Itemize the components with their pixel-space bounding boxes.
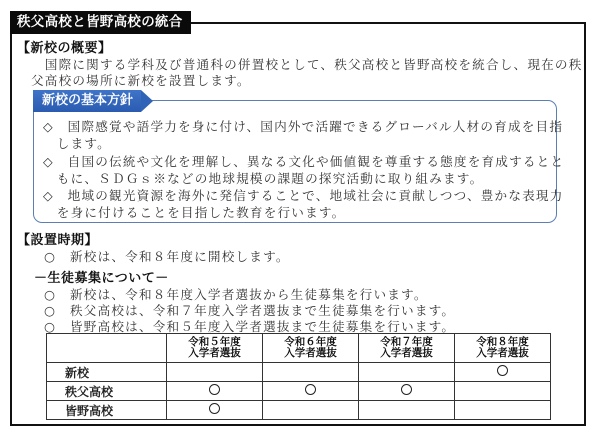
mark-cell — [455, 401, 551, 420]
mark-cell — [359, 382, 455, 401]
row-school-name: 新校 — [47, 363, 167, 382]
circle-mark-icon — [209, 384, 220, 395]
table-column-header: 令和６年度 入学者選抜 — [263, 334, 359, 363]
mark-cell — [359, 401, 455, 420]
recruitment-line: ○ 皆野高校は、令和５年度入学者選抜まで生徒募集を行います。 — [44, 319, 456, 334]
policy-line: もに、ＳＤＧｓ※などの地球規模の課題の探究活動に取り組みます。 — [43, 171, 484, 186]
table-corner-cell — [47, 334, 167, 363]
row-school-name: 皆野高校 — [47, 401, 167, 420]
establishment-line: ○ 新校は、令和８年度に開校します。 — [44, 249, 290, 264]
policy-line: ◇ 地域の観光資源を海外に発信することで、地域社会に貢献しつつ、豊かな表現力 — [43, 188, 564, 203]
mark-cell — [359, 363, 455, 382]
circle-mark-icon — [209, 403, 220, 414]
row-school-name: 秩父高校 — [47, 382, 167, 401]
recruitment-heading: －生徒募集について－ — [34, 271, 169, 286]
recruitment-line: ○ 秩父高校は、令和７年度入学者選抜まで生徒募集を行います。 — [44, 303, 456, 318]
mark-cell — [455, 382, 551, 401]
mark-cell — [167, 401, 263, 420]
policy-heading: 新校の基本方針 — [33, 90, 141, 112]
table-column-header: 令和５年度 入学者選抜 — [167, 334, 263, 363]
policy-line: ◇ 自国の伝統や文化を理解し、異なる文化や価値観を尊重する態度を育成するとと — [43, 154, 565, 169]
mark-cell — [263, 382, 359, 401]
overview-heading: 【新校の概要】 — [17, 41, 112, 56]
page-title: 秩父高校と皆野高校の統合 — [10, 11, 191, 34]
table-row — [47, 363, 551, 382]
mark-cell — [167, 382, 263, 401]
recruitment-table — [46, 333, 551, 420]
mark-cell — [263, 363, 359, 382]
table-row — [47, 382, 551, 401]
table-column-header: 令和７年度 入学者選抜 — [359, 334, 455, 363]
overview-text-line: 父高校の場所に新校を設置します。 — [31, 73, 251, 88]
circle-mark-icon — [305, 384, 316, 395]
mark-cell — [455, 363, 551, 382]
circle-mark-icon — [401, 384, 412, 395]
policy-line: します。 — [43, 136, 111, 151]
overview-text-line: 国際に関する学科及び普通科の併置校として、秩父高校と皆野高校を統合し、現在の秩 — [31, 57, 583, 72]
policy-line: を身に付けることを目指した教育を行います。 — [43, 205, 346, 220]
establishment-heading: 【設置時期】 — [17, 233, 99, 248]
policy-line: ◇ 国際感覚や語学力を身に付け、国内外で活躍できるグローバル人材の育成を目指 — [43, 119, 564, 134]
circle-mark-icon — [497, 365, 508, 376]
table-row — [47, 401, 551, 420]
table-header-row — [47, 334, 551, 363]
table-column-header: 令和８年度 入学者選抜 — [455, 334, 551, 363]
recruitment-line: ○ 新校は、令和８年度入学者選抜から生徒募集を行います。 — [44, 287, 428, 302]
mark-cell — [263, 401, 359, 420]
mark-cell — [167, 363, 263, 382]
